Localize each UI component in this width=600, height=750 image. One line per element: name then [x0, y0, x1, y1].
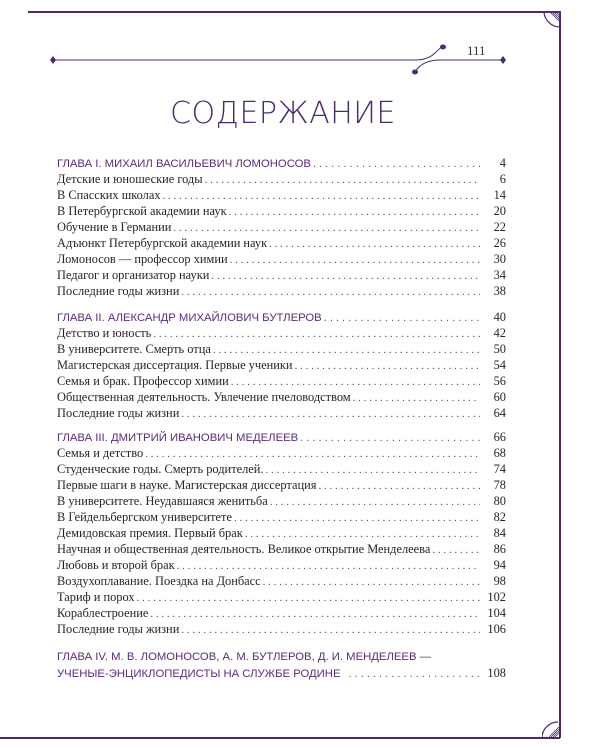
toc-entry[interactable] — [57, 341, 506, 357]
dot-leader — [230, 252, 480, 268]
dot-leader — [300, 430, 480, 446]
dot-leader — [153, 326, 480, 342]
dot-leader — [270, 494, 480, 510]
toc-entry[interactable] — [57, 461, 506, 477]
page-ref: 84 — [493, 526, 506, 540]
toc-entry[interactable] — [57, 235, 506, 251]
page-ref: 102 — [487, 590, 506, 604]
page-ref: 20 — [493, 204, 506, 218]
page-ref: 22 — [493, 220, 506, 234]
corner-fan-ornament-icon — [542, 11, 560, 29]
dot-leader — [324, 310, 480, 326]
toc-entry[interactable] — [57, 187, 506, 203]
dot-leader — [266, 462, 480, 478]
toc-entry[interactable] — [57, 509, 506, 525]
page-ref: 38 — [493, 284, 506, 298]
page-ref: 82 — [493, 510, 506, 524]
entry-title: Адъюнкт Петербургской академии наук — [57, 236, 268, 250]
dot-leader — [163, 188, 480, 204]
entry-title: Детские и юношеские годы — [57, 172, 203, 186]
dot-leader — [313, 156, 480, 172]
dot-leader — [205, 172, 480, 188]
toc-entry[interactable] — [57, 589, 506, 605]
chapter-title: ГЛАВА II. АЛЕКСАНДР МИХАЙЛОВИЧ БУТЛЕРОВ — [57, 312, 322, 324]
page-ref: 60 — [493, 390, 506, 404]
page-ref: 106 — [487, 622, 506, 636]
entry-title: Последние годы жизни — [57, 406, 180, 420]
chapter-title-line-2: УЧЕНЫЕ-ЭНЦИКЛОПЕДИСТЫ НА СЛУЖБЕ РОДИНЕ — [57, 668, 341, 680]
page-ref: 50 — [493, 342, 506, 356]
toc-entry[interactable] — [57, 541, 506, 557]
page-ref: 64 — [493, 406, 506, 420]
dot-leader — [213, 342, 480, 358]
page-ref: 68 — [493, 446, 506, 460]
page-ref: 4 — [499, 156, 506, 170]
toc-entry[interactable] — [57, 493, 506, 509]
toc-entry[interactable] — [57, 405, 506, 421]
chapter-title: ГЛАВА I. МИХАИЛ ВАСИЛЬЕВИЧ ЛОМОНОСОВ — [57, 158, 311, 170]
entry-title: Детство и юность — [57, 326, 152, 340]
entry-title: Студенческие годы. Смерть родителей. — [57, 462, 264, 476]
entry-title: Последние годы жизни — [57, 284, 180, 298]
entry-title: Ломоносов — профессор химии — [57, 252, 228, 266]
entry-title: В университете. Смерть отца — [57, 342, 211, 356]
entry-title: Воздухоплавание. Поездка на Донбасс — [57, 574, 261, 588]
entry-title: В Гейдельбергском университете — [57, 510, 232, 524]
toc-entry[interactable] — [57, 267, 506, 283]
toc-entry[interactable] — [57, 325, 506, 341]
page-ref: 54 — [493, 358, 506, 372]
dot-leader — [349, 666, 481, 682]
dot-leader — [173, 220, 480, 236]
dot-leader — [269, 236, 480, 252]
toc-entry[interactable] — [57, 283, 506, 299]
toc-entry[interactable] — [57, 445, 506, 461]
dot-leader — [177, 558, 480, 574]
entry-title: Педагог и организатор науки — [57, 268, 210, 282]
entry-title: Семья и брак. Профессор химии — [57, 374, 229, 388]
toc-entry[interactable] — [57, 203, 506, 219]
page-ref: 80 — [493, 494, 506, 508]
page-ref: 108 — [487, 666, 506, 680]
dot-leader — [211, 268, 480, 284]
page-ref: 94 — [493, 558, 506, 572]
page-ref: 98 — [493, 574, 506, 588]
chapter-title-line-1: ГЛАВА IV. М. В. ЛОМОНОСОВ, А. М. БУТЛЕРОВ, Д. И. МЕНДЕЛЕЕВ — — [57, 651, 431, 663]
entry-title: Магистерская диссертация. Первые ученики — [57, 358, 293, 372]
page-ref: 30 — [493, 252, 506, 266]
page-ref: 56 — [493, 374, 506, 388]
dot-leader — [181, 406, 480, 422]
page-ref: 74 — [493, 462, 506, 476]
page-ref: 34 — [493, 268, 506, 282]
dot-leader — [432, 542, 480, 558]
entry-title: Тариф и порох — [57, 590, 135, 604]
toc-entry[interactable] — [57, 171, 506, 187]
page-ref: 42 — [493, 326, 506, 340]
entry-title: Общественная деятельность. Увлечение пчеловодством — [57, 390, 351, 404]
dot-leader — [353, 390, 480, 406]
toc-entry[interactable] — [57, 219, 506, 235]
header-flourish-ornament — [50, 44, 510, 80]
dot-leader — [263, 574, 480, 590]
dot-leader — [245, 526, 480, 542]
entry-title: Демидовская премия. Первый брак — [57, 526, 243, 540]
toc-entry[interactable] — [57, 573, 506, 589]
dot-leader — [181, 622, 480, 638]
dot-leader — [231, 374, 480, 390]
toc-entry[interactable] — [57, 621, 506, 637]
entry-title: Любовь и второй брак — [57, 558, 175, 572]
corner-fan-ornament-icon — [542, 720, 560, 738]
page-number: 111 — [467, 43, 486, 58]
dot-leader — [234, 510, 480, 526]
toc-entry[interactable] — [57, 373, 506, 389]
entry-title: В университете. Неудавшаяся женитьба — [57, 494, 268, 508]
dot-leader — [295, 358, 480, 374]
toc-chapter-3[interactable] — [57, 429, 506, 445]
dot-leader — [150, 606, 480, 622]
entry-title: Научная и общественная деятельность. Великое открытие Менделеева — [57, 542, 431, 556]
entry-title: Обучение в Германии — [57, 220, 172, 234]
toc-entry[interactable] — [57, 525, 506, 541]
chapter-title: ГЛАВА III. ДМИТРИЙ ИВАНОВИЧ МЕДЕЛЕЕВ — [57, 432, 299, 444]
dot-leader — [229, 204, 480, 220]
frame-top-line — [28, 11, 560, 13]
toc-entry[interactable] — [57, 389, 506, 405]
page-ref: 6 — [499, 172, 506, 186]
toc-entry[interactable] — [57, 477, 506, 493]
toc-chapter-1[interactable] — [57, 155, 506, 171]
entry-title: В Спасских школах — [57, 188, 161, 202]
toc-chapter-4[interactable] — [57, 649, 506, 681]
toc-entry[interactable] — [57, 357, 506, 373]
table-of-contents — [57, 155, 506, 681]
toc-entry[interactable] — [57, 251, 506, 267]
page-ref: 78 — [493, 478, 506, 492]
toc-entry[interactable] — [57, 605, 506, 621]
toc-chapter-2[interactable] — [57, 309, 506, 325]
entry-title: Первые шаги в науке. Магистерская диссертация — [57, 478, 317, 492]
page-title: СОДЕРЖАНИЕ — [170, 96, 396, 131]
entry-title: Семья и детство — [57, 446, 144, 460]
page-ref: 40 — [493, 310, 506, 324]
page-ref: 66 — [493, 430, 506, 444]
entry-title: Кораблестроение — [57, 606, 149, 620]
toc-entry[interactable] — [57, 557, 506, 573]
entry-title: Последние годы жизни — [57, 622, 180, 636]
dot-leader — [145, 446, 480, 462]
entry-title: В Петербургской академии наук — [57, 204, 227, 218]
dot-leader — [318, 478, 480, 494]
page-ref: 104 — [487, 606, 506, 620]
page-ref: 86 — [493, 542, 506, 556]
page-ref: 26 — [493, 236, 506, 250]
dot-leader — [181, 284, 480, 300]
frame-bottom-line — [0, 737, 560, 739]
page-ref: 14 — [493, 188, 506, 202]
dot-leader — [137, 590, 480, 606]
